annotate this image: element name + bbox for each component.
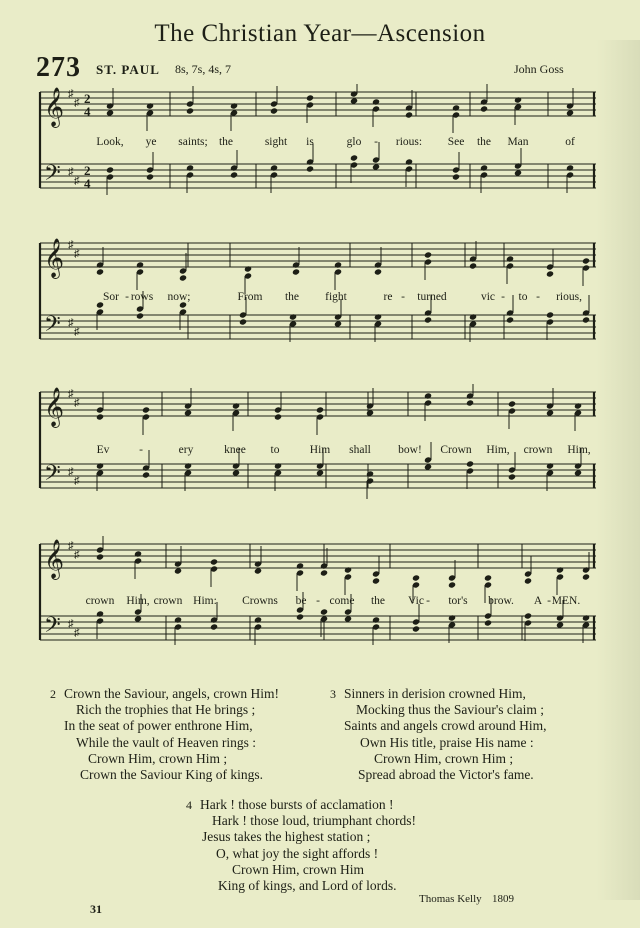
lyric-syllable: turned (417, 291, 447, 303)
verse-number: 2 (50, 687, 56, 701)
bass-note (566, 164, 574, 171)
lyric-syllable: glo (346, 136, 362, 148)
time-signature-bottom: 4 (84, 104, 91, 119)
sharp-icon: ♯ (68, 540, 74, 552)
verse-line: Crown Him, crown Him ; (374, 750, 514, 766)
treble-note (270, 107, 278, 114)
treble-note (320, 569, 328, 576)
verse-line: Crown Him, crown Him (232, 861, 364, 877)
bass-note (424, 316, 432, 323)
lyric-syllable: rows (130, 291, 154, 303)
bass-note (366, 470, 374, 477)
treble-note (179, 274, 187, 281)
sharp-icon: ♯ (68, 618, 74, 630)
treble-note (244, 265, 252, 272)
treble-note (466, 399, 474, 406)
lyric-syllable: saints; (178, 136, 208, 148)
lyric-syllable: Crowns (242, 595, 278, 607)
lyric-syllable: of (565, 136, 575, 148)
bass-note (239, 318, 247, 325)
verse-line: Hark ! those bursts of acclamation ! (200, 797, 394, 812)
treble-note (184, 409, 192, 416)
treble-note (452, 104, 460, 111)
verse-number: 3 (330, 687, 336, 701)
bass-note (142, 471, 150, 478)
treble-note (424, 251, 432, 258)
lyric-syllable: bow! (398, 444, 422, 456)
verse-2 (50, 686, 280, 783)
bass-note (514, 169, 522, 176)
verse-line: Crown Him, crown Him ; (88, 750, 228, 766)
time-signature-bottom: 4 (84, 176, 91, 191)
lyric-syllable: Man (507, 136, 529, 148)
sharp-icon: ♯ (68, 388, 74, 400)
lyric-syllable: Him: (193, 595, 217, 607)
treble-note (274, 413, 282, 420)
bass-note (296, 613, 304, 620)
bass-note (405, 158, 413, 165)
lyric-syllable: knee (224, 444, 246, 456)
lyric-syllable: vic (480, 291, 496, 303)
treble-note (582, 573, 590, 580)
treble-note (350, 97, 358, 104)
lyric-line-3 (38, 444, 598, 460)
treble-note (292, 268, 300, 275)
bass-note (466, 460, 474, 467)
verse-number: 4 (186, 798, 192, 812)
composer: John Goss (514, 62, 564, 76)
bass-note (316, 469, 324, 476)
treble-note (230, 102, 238, 109)
verse-line: Crown the Saviour King of kings. (80, 767, 263, 783)
verse-line: Jesus takes the highest station ; (202, 829, 371, 845)
treble-note (334, 261, 342, 268)
treble-note (296, 562, 304, 569)
sharp-icon: ♯ (74, 627, 80, 639)
lyric-syllable: See (447, 136, 465, 148)
bass-note (574, 469, 582, 476)
lyric-syllable: Him, (567, 444, 591, 456)
hymn-number: 273 (36, 52, 81, 83)
meter: 8s, 7s, 4s, 7 (175, 62, 232, 76)
bass-note (452, 173, 460, 180)
treble-note (96, 553, 104, 560)
treble-note (506, 255, 514, 262)
verse-line: O, what joy the sight affords ! (216, 845, 379, 861)
lyric-line-1 (38, 136, 598, 152)
bass-note (230, 171, 238, 178)
lyric-syllable: brow. (488, 595, 514, 607)
lyric-syllable: shall (349, 444, 371, 456)
treble-note (136, 261, 144, 268)
sharp-icon: ♯ (74, 397, 80, 409)
verse-line: Hark ! those loud, triumphant chords! (212, 813, 416, 829)
lyric-syllable: rious: (395, 136, 423, 148)
lyricist: Thomas Kelly (419, 893, 482, 905)
lyric-syllable: Vic (408, 595, 424, 607)
lyric-syllable: - (547, 595, 551, 607)
bass-clef-icon: 𝄢 (44, 161, 61, 191)
sharp-icon: ♯ (68, 88, 74, 100)
bass-note (412, 625, 420, 632)
treble-note (514, 96, 522, 103)
bass-note (186, 164, 194, 171)
lyric-syllable: A (533, 595, 543, 607)
lyric-syllable: crown (153, 595, 183, 607)
verse-line: Crown the Saviour, angels, crown Him! (64, 686, 280, 701)
time-signature-top: 2 (84, 91, 91, 106)
bass-note (146, 173, 154, 180)
verse-4 (186, 797, 416, 894)
lyric-syllable: crown (85, 595, 115, 607)
bass-note (344, 615, 352, 622)
lyric-syllable: ery (178, 444, 194, 456)
treble-clef-icon: 𝄞 (44, 387, 65, 427)
treble-note (106, 109, 114, 116)
bass-note (210, 623, 218, 630)
lyric-syllable: - (374, 136, 378, 148)
bass-note (134, 615, 142, 622)
bass-note (480, 164, 488, 171)
treble-note (96, 268, 104, 275)
treble-note (146, 102, 154, 109)
lyric-syllable: Him (309, 444, 331, 456)
lyric-syllable: Crown (440, 444, 472, 456)
lyric-line-4 (38, 595, 598, 611)
treble-note (556, 566, 564, 573)
treble-note (344, 566, 352, 573)
treble-note (372, 98, 380, 105)
treble-note (134, 550, 142, 557)
bass-note (270, 164, 278, 171)
lyric-syllable: the (370, 595, 386, 607)
lyric-syllable: - (426, 595, 430, 607)
bass-note (136, 312, 144, 319)
bass-note (334, 320, 342, 327)
lyric-syllable: Look, (96, 136, 124, 148)
treble-clef-icon: 𝄞 (44, 238, 65, 278)
treble-note (508, 400, 516, 407)
bass-clef-icon: 𝄢 (44, 461, 61, 491)
bass-note (306, 165, 314, 172)
treble-note (469, 262, 477, 269)
treble-note (366, 409, 374, 416)
lyric-syllable: - (501, 291, 505, 303)
lyric-syllable: - (125, 291, 129, 303)
lyric-syllable: MEN. (551, 595, 581, 607)
bass-note (582, 316, 590, 323)
sharp-icon: ♯ (74, 475, 80, 487)
treble-note (142, 406, 150, 413)
lyric-syllable: tor's (448, 595, 468, 607)
treble-clef-icon: 𝄞 (44, 87, 65, 127)
lyric-syllable: sight (264, 136, 288, 148)
page-title: The Christian Year—Ascension (154, 20, 486, 47)
bass-note (556, 621, 564, 628)
bass-clef-icon: 𝄢 (44, 613, 61, 643)
verse-line: Saints and angels crowd around Him, (344, 718, 547, 734)
time-signature-top: 2 (84, 163, 91, 178)
treble-note (306, 94, 314, 101)
treble-note (524, 577, 532, 584)
lyric-syllable: come (329, 595, 355, 607)
bass-note (582, 614, 590, 621)
lyric-syllable: to (270, 444, 280, 456)
bass-note (174, 616, 182, 623)
treble-clef-icon: 𝄞 (44, 539, 65, 579)
page-number: 31 (90, 902, 102, 916)
treble-note (96, 413, 104, 420)
lyric-syllable: fight (325, 291, 347, 303)
treble-note (210, 558, 218, 565)
bass-note (372, 163, 380, 170)
sharp-icon: ♯ (68, 317, 74, 329)
bass-note (524, 612, 532, 619)
bass-note (484, 619, 492, 626)
treble-note (374, 268, 382, 275)
bass-note (469, 313, 477, 320)
treble-note (566, 109, 574, 116)
verse-line: Rich the trophies that He brings ; (76, 702, 256, 718)
treble-note (372, 577, 380, 584)
lyricist-year: 1809 (492, 893, 514, 905)
sharp-icon: ♯ (74, 549, 80, 561)
bass-note (506, 316, 514, 323)
lyric-syllable: the (218, 136, 234, 148)
bass-note (424, 463, 432, 470)
treble-note (174, 567, 182, 574)
bass-note (508, 473, 516, 480)
sharp-icon: ♯ (74, 175, 80, 187)
bass-note (374, 313, 382, 320)
lyric-syllable: be (295, 595, 307, 607)
bass-note (448, 614, 456, 621)
lyric-syllable: now; (167, 291, 191, 303)
lyric-syllable: to (518, 291, 528, 303)
bass-note (274, 462, 282, 469)
verse-line: Mocking thus the Saviour's claim ; (356, 702, 545, 718)
verse-line: Sinners in derision crowned Him, (344, 686, 526, 701)
lyric-syllable: Sor (103, 291, 119, 303)
sharp-icon: ♯ (68, 239, 74, 251)
treble-note (424, 392, 432, 399)
bass-note (184, 462, 192, 469)
bass-note (254, 616, 262, 623)
bass-note (372, 616, 380, 623)
lyric-syllable: rious, (556, 291, 582, 303)
treble-note (405, 111, 413, 118)
treble-note (448, 581, 456, 588)
bass-note (106, 166, 114, 173)
verse-line: Own His title, praise His name : (360, 734, 534, 750)
bass-note (96, 462, 104, 469)
tune-name: ST. PAUL (96, 62, 160, 77)
sharp-icon: ♯ (74, 97, 80, 109)
verse-line: In the seat of power enthrone Him, (64, 718, 253, 734)
bass-note (350, 154, 358, 161)
lyric-syllable: crown (523, 444, 553, 456)
sharp-icon: ♯ (68, 166, 74, 178)
treble-note (232, 402, 240, 409)
verse-line: While the vault of Heaven rings : (76, 734, 256, 750)
sharp-icon: ♯ (74, 248, 80, 260)
bass-note (232, 469, 240, 476)
lyric-syllable: re (383, 291, 393, 303)
treble-note (546, 409, 554, 416)
lyric-syllable: - (536, 291, 540, 303)
lyric-syllable: From (237, 291, 263, 303)
verse-3 (330, 686, 547, 783)
treble-note (484, 574, 492, 581)
treble-note (186, 107, 194, 114)
bass-note (289, 313, 297, 320)
bass-note (96, 610, 104, 617)
lyric-line-2 (38, 291, 598, 307)
bass-clef-icon: 𝄢 (44, 312, 61, 342)
bass-note (546, 311, 554, 318)
treble-note (316, 406, 324, 413)
treble-note (412, 574, 420, 581)
treble-note (254, 567, 262, 574)
verse-line: King of kings, and Lord of lords. (218, 878, 397, 894)
lyric-syllable: the (476, 136, 492, 148)
lyric-syllable: the (284, 291, 300, 303)
lyric-syllable: Him, (126, 595, 150, 607)
treble-note (546, 270, 554, 277)
lyric-syllable: - (316, 595, 320, 607)
lyric-syllable: Him, (486, 444, 510, 456)
lyric-syllable: Ev (96, 444, 110, 456)
bass-note (546, 462, 554, 469)
lyric-syllable: - (401, 291, 405, 303)
sharp-icon: ♯ (68, 466, 74, 478)
treble-note (574, 402, 582, 409)
lyric-syllable: - (139, 444, 143, 456)
sharp-icon: ♯ (74, 326, 80, 338)
verse-line: Spread abroad the Victor's fame. (358, 767, 534, 783)
lyric-syllable: is (306, 136, 314, 148)
lyric-syllable: ye (145, 136, 157, 148)
treble-note (582, 257, 590, 264)
page-edge-shadow (596, 40, 640, 900)
treble-note (480, 105, 488, 112)
